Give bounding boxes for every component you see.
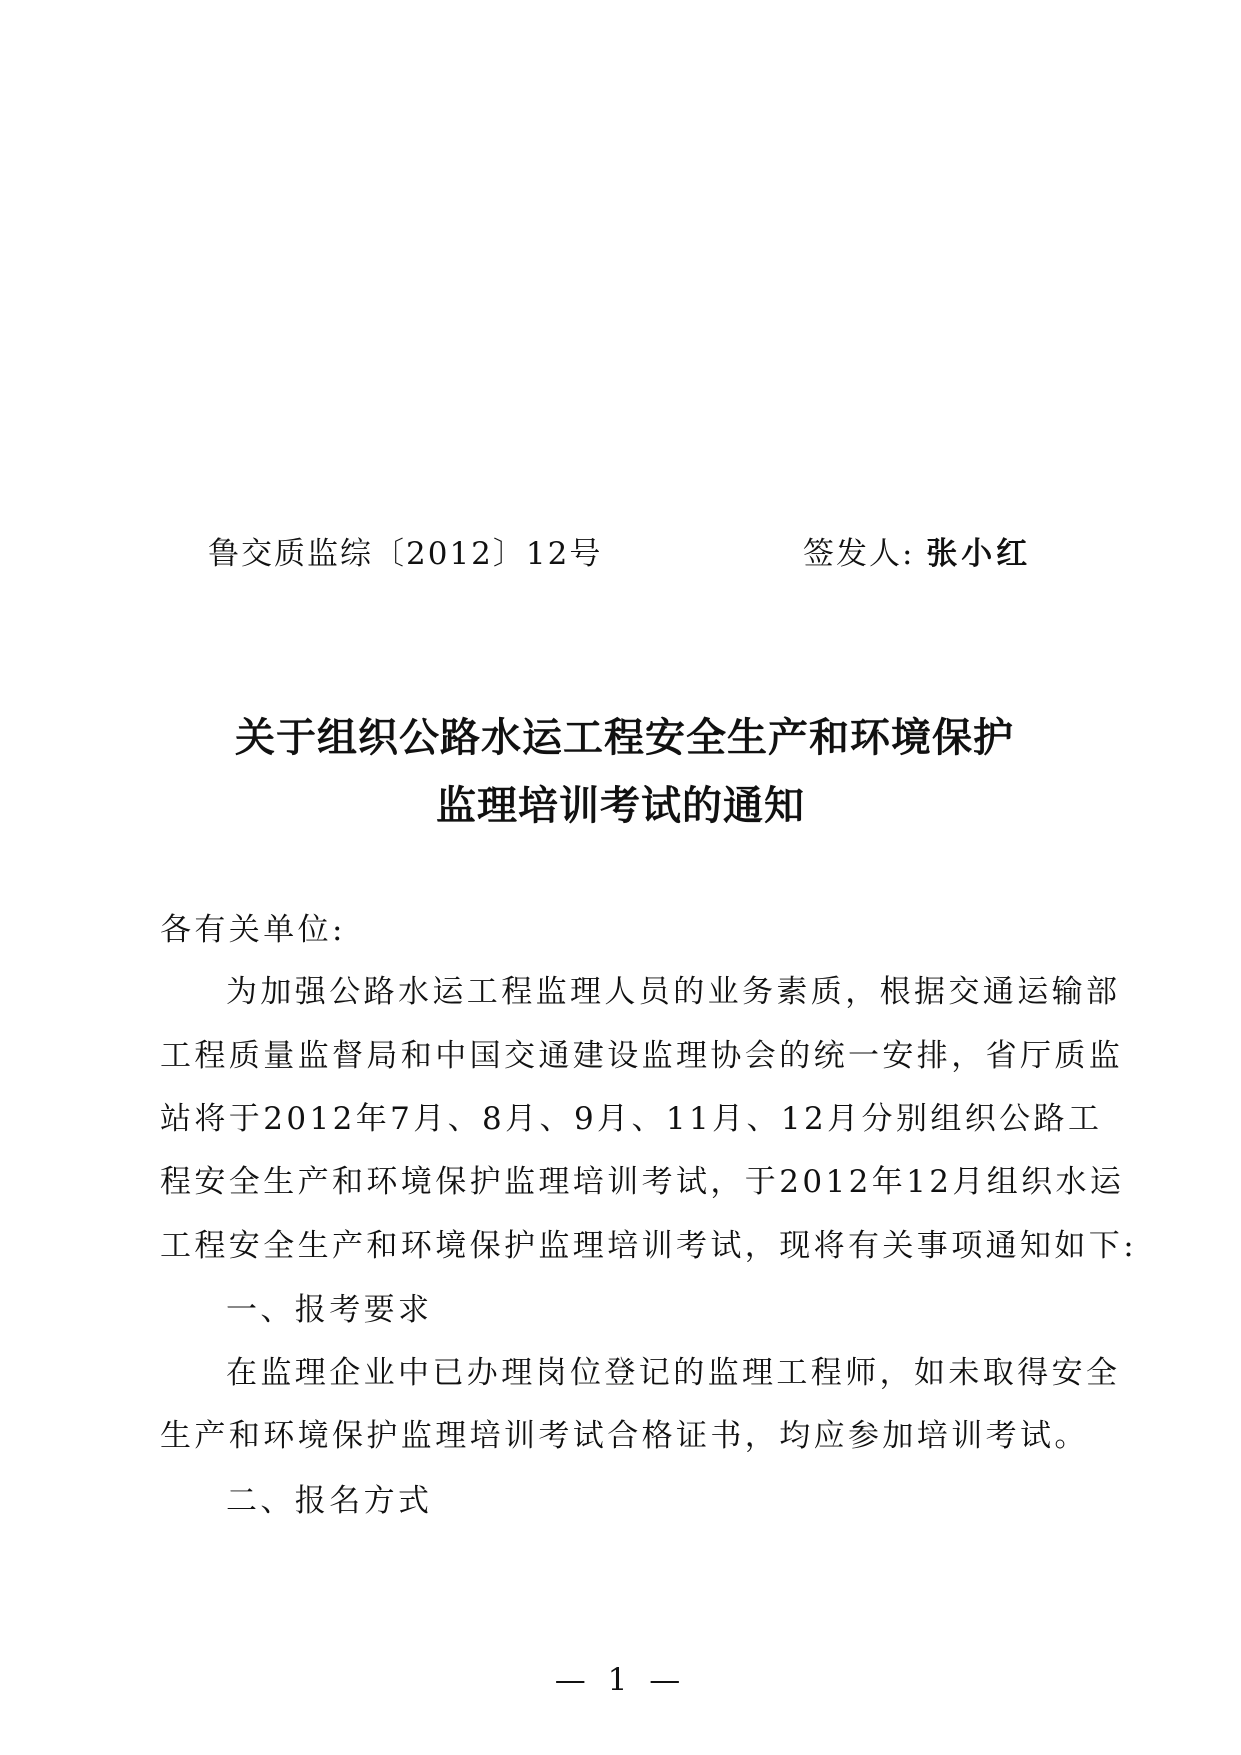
section-heading-1: 一、报考要求 [226, 1292, 433, 1328]
paragraph-line: 工程安全生产和环境保护监理培训考试，现将有关事项通知如下: [160, 1228, 1138, 1264]
paragraph-line: 工程质量监督局和中国交通建设监理协会的统一安排，省厅质监 [160, 1038, 1124, 1074]
signer-label: 签发人: [803, 536, 915, 572]
paragraph-line: 生产和环境保护监理培训考试合格证书，均应参加培训考试。 [160, 1418, 1089, 1454]
signer-name: 张小红 [926, 536, 1032, 572]
paragraph-line: 站将于2012年7月、8月、9月、11月、12月分别组织公路工 [160, 1101, 1103, 1137]
paragraph-line: 在监理企业中已办理岗位登记的监理工程师，如未取得安全 [226, 1355, 1121, 1391]
signer-block [803, 528, 1031, 573]
salutation: 各有关单位: [160, 912, 346, 948]
paragraph-line: 为加强公路水运工程监理人员的业务素质，根据交通运输部 [226, 974, 1121, 1010]
paragraph-line: 程安全生产和环境保护监理培训考试，于2012年12月组织水运 [160, 1164, 1125, 1200]
document-title-line-1: 关于组织公路水运工程安全生产和环境保护 [235, 715, 1014, 761]
document-title-line-2: 监理培训考试的通知 [436, 783, 805, 829]
section-heading-2: 二、报名方式 [226, 1483, 433, 1519]
page-number: — 1 — [554, 1662, 687, 1698]
document-number: 鲁交质监综〔2012〕12号 [208, 536, 603, 572]
